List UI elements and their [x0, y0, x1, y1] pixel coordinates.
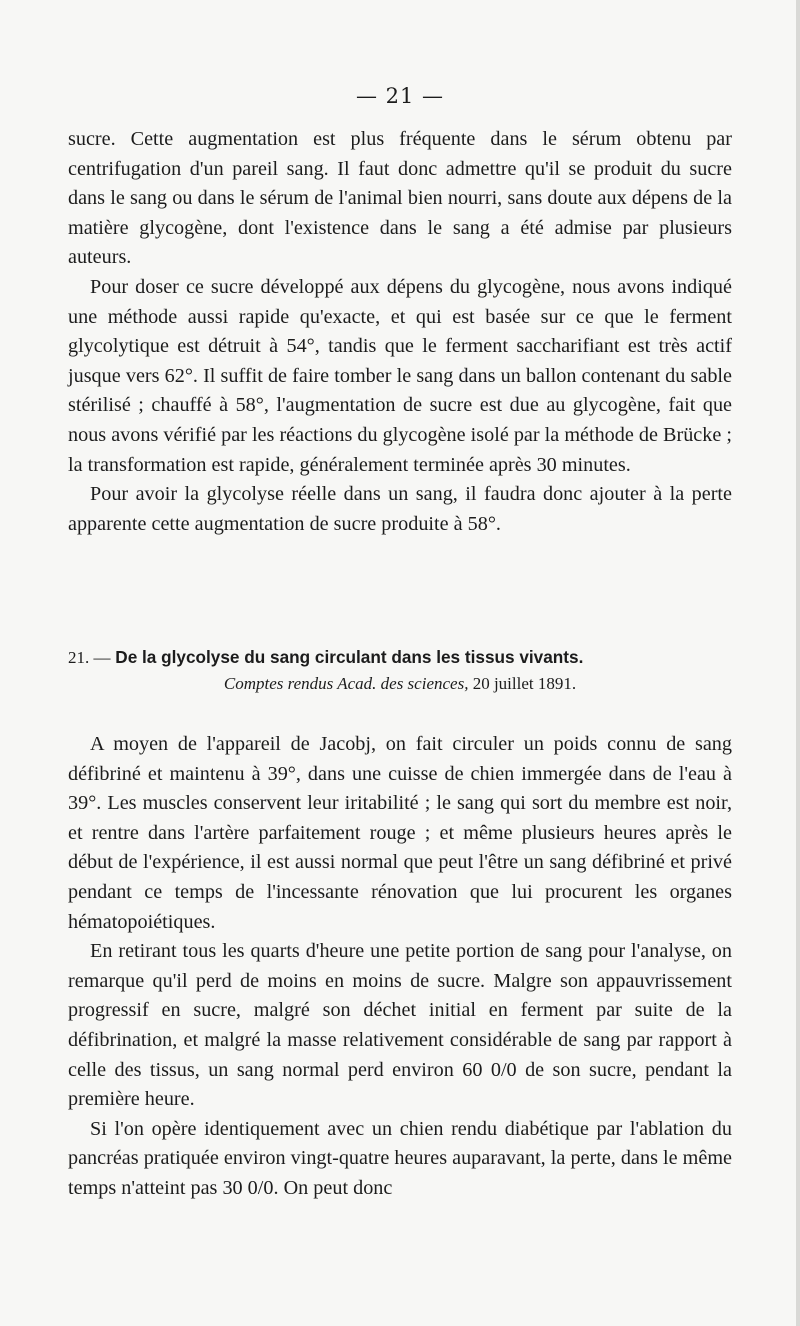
intro-text-block: [68, 125, 732, 539]
paragraph-glycogen-method: Pour doser ce sucre développé aux dépens du glycogène, nous avons indiqué une méthode aussi rapide qu'exacte, et qui est basée sur ce que le ferment glycolytique est détruit à 54°, tandis que le ferment saccharifiant est très actif jusque vers 62°. Il suffit de faire tomber le sang dans un ballon contenant du sable stérilisé ; chauffé à 58°, l'augmentation de sucre est due au glycogène, fait que nous avons vérifié par les réactions du glycogène isolé par la méthode de Brücke ; la transformation est rapide, généralement terminée après 30 minutes.: [68, 275, 732, 476]
page-number: — 21 —: [355, 84, 445, 108]
source-date: 20 juillet 1891.: [472, 674, 577, 693]
paragraph-jacobj-apparatus: A moyen de l'appareil de Jacobj, on fait circuler un poids connu de sang défibriné et maintenu à 39°, dans une cuisse de chien immergée dans de l'eau à 39°. Les muscles conservent leur iritabilité ; le sang qui sort du membre est noir, et rentre dans l'artère parfaitement rouge ; et même plusieurs heures après le début de l'expérience, il est aussi normal que peut l'être un sang défibriné et privé pendant ce temps de l'incessante rénovation que lui procurent les organes hématopoiétiques.: [68, 733, 732, 933]
paragraph-diabetic-dog: Si l'on opère identiquement avec un chien rendu diabétique par l'ablation du pancréas pratiquée environ vingt-quatre heures auparavant, la perte, dans le même temps n'atteint pas 30 0/0. On peut donc: [68, 1117, 732, 1199]
section-heading: [68, 645, 732, 670]
section-text-block: [68, 730, 732, 1204]
section-source: [0, 672, 800, 696]
section-number: 21. —: [68, 648, 111, 667]
paragraph-continuation: sucre. Cette augmentation est plus fréquente dans le sérum obtenu par centrifugation d'un pareil sang. Il faut donc admettre qu'il se produit du sucre dans le sang ou dans le sérum de l'animal bien nourri, sans doute aux dépens de la matière glycogène, dont l'existence dans le sang a été admise par plusieurs auteurs.: [68, 128, 732, 269]
paragraph-sugar-loss: En retirant tous les quarts d'heure une petite portion de sang pour l'analyse, on remarque qu'il perd de moins en moins de sucre. Malgre son appauvrissement progressif en sucre, malgré son déchet initial en ferment par suite de la défibrination, et malgré la masse relativement considérable de sang par rapport à celle des tissus, un sang normal perd environ 60 0/0 de son sucre, pendant la première heure.: [68, 940, 732, 1111]
paragraph-real-glycolysis: Pour avoir la glycolyse réelle dans un sang, il faudra donc ajouter à la perte apparente cette augmentation de sucre produite à 58°.: [68, 483, 732, 535]
source-journal: Comptes rendus Acad. des sciences,: [223, 674, 469, 693]
section-title: De la glycolyse du sang circulant dans les tissus vivants.: [115, 647, 584, 667]
page-edge: [796, 0, 800, 1326]
